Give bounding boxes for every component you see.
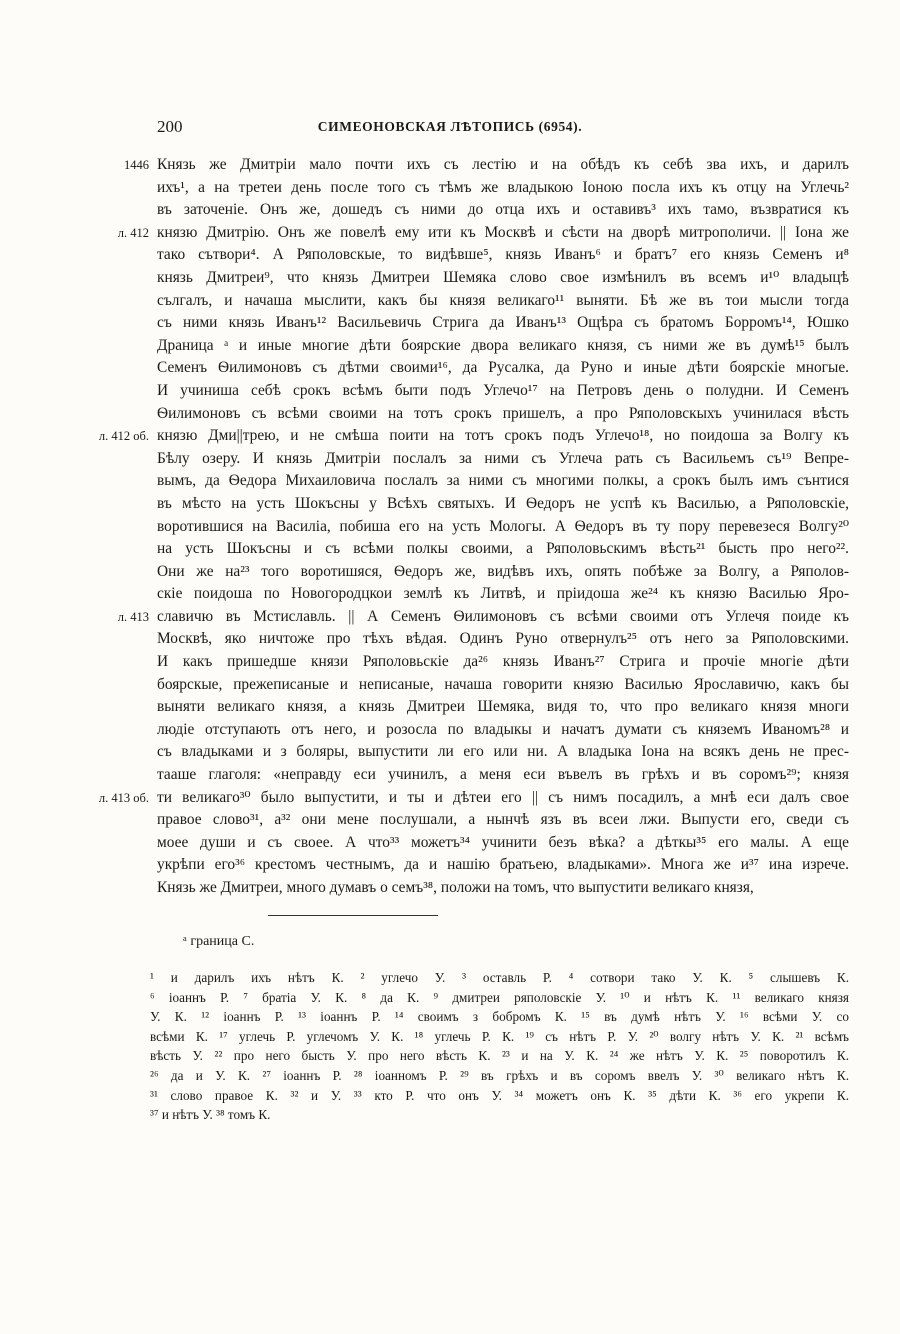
- line-text: Они же на²³ того воротишяся, Ѳедоръ же, видѣвъ ихъ, опять побѣже за Волгу, а Ряполов-: [157, 562, 849, 580]
- chronicle-text: [98, 154, 849, 900]
- line-text: тако сътвори⁴. А Ряполовскые, то видѣвше⁵, князь Иванъ⁶ и братъ⁷ его князь Семенъ и⁸: [157, 246, 849, 264]
- text-line: [157, 267, 849, 290]
- margin-note: л. 413 об.: [98, 790, 149, 805]
- variant-line: У. К. ¹² iоаннъ Р. ¹³ iоаннъ Р. ¹⁴ своимъ з бобромъ К. ¹⁵ въ думѣ нѣтъ У. ¹⁶ всѣми У. со: [150, 1009, 849, 1025]
- text-line: [157, 312, 849, 335]
- line-text: въ мѣсто на усть Шокъсны у Всѣхъ святыхъ. И Ѳедоръ не успѣ къ Василью, а Ряполовскiе,: [157, 494, 849, 512]
- line-text: сългалъ, и начаша мыслити, какъ бы князя великаго¹¹ выняти. Бѣ же въ тои мысли тогда: [157, 291, 849, 309]
- line-text: съ ними князь Иванъ¹² Васильевичь Стрига да Иванъ¹³ Ощѣра съ братомъ Борромъ¹⁴, Юшко: [157, 314, 849, 332]
- variant-line: ⁶ iоаннъ Р. ⁷ братiа У. К. ⁸ да К. ⁹ дмитреи ряполовскiе У. ¹⁰ и нѣтъ К. ¹¹ великаго князя: [150, 989, 849, 1005]
- margin-note: л. 412 об.: [98, 429, 149, 444]
- line-text: Москвѣ, яко ничтоже про тѣхъ вѣдая. Одинъ Руно отвернулъ²⁵ отъ него за Ряполовскими.: [157, 630, 849, 648]
- line-text: И учиниша себѣ срокъ всѣмъ быти подъ Углечо¹⁷ на Петровъ день о полудни. И Семенъ: [157, 381, 849, 399]
- text-line: [98, 425, 849, 448]
- line-text: боярскые, прежеписаные и неписаные, начаша говорити князю Василью Ярославичю, какъ бы: [157, 675, 849, 693]
- line-text: моее души и съ своее. А что³³ можетъ³⁴ учинити безъ вѣка? а дѣткы³⁵ его малы. А еще: [157, 833, 849, 851]
- text-line: [157, 809, 849, 832]
- line-text: Ѳилимоновъ съ всѣми своими на тотъ срокъ пришелъ, а про Ряполовскыхъ учинилася вѣсть: [157, 404, 849, 422]
- text-line: [157, 877, 849, 900]
- text-line: [157, 516, 849, 539]
- text-line: [117, 606, 849, 629]
- line-text: ихъ¹, а на третеи день после того съ тѣмъ же владыкою Iоною посла ихъ къ отцу на Углечь²: [157, 178, 849, 196]
- footnote-divider: [268, 915, 438, 916]
- text-line: [157, 854, 849, 877]
- line-text: съ владыками и з боляры, выпустити ли его или ни. А владыка Iона на всякъ день не прес-: [157, 743, 849, 761]
- line-text: вымъ, да Ѳедора Михаиловича послалъ за ними съ многими полкы, а срокъ былъ имъ сънтися: [157, 472, 849, 490]
- text-line: [157, 493, 849, 516]
- line-text: людiе отступають отъ него, и розосла по владыкы и начатъ думати съ княземъ Иваномъ²⁸ и: [157, 720, 849, 738]
- page-number: 200: [157, 117, 183, 136]
- margin-note: л. 412: [117, 225, 149, 240]
- line-text: Князь же Дмитрiи мало почти ихъ съ лестiю и на обѣдъ къ себѣ зва ихъ, и дарилъ: [157, 156, 849, 173]
- text-line: [157, 290, 849, 313]
- text-line: [157, 764, 849, 787]
- text-line: [157, 741, 849, 764]
- variant-line: ³¹ слово правое К. ³² и У. ³³ кто Р. что онъ У. ³⁴ можетъ онъ К. ³⁵ дѣти К. ³⁶ его укрепи К.: [150, 1087, 849, 1103]
- variant-line: всѣми К. ¹⁷ углечь Р. углечомъ У. К. ¹⁸ углечь Р. К. ¹⁹ съ нѣтъ Р. У. ²⁰ волгу нѣтъ У. К. ²¹ всѣмъ: [150, 1028, 849, 1044]
- text-line: [98, 787, 849, 810]
- text-line: [157, 448, 849, 471]
- footnote-letter: ᵃ граница С.: [183, 934, 255, 949]
- text-line: [157, 628, 849, 651]
- line-text: укрѣпи его³⁶ крестомъ честнымъ, да и нашiю братьею, владыками». Многа же и³⁷ ина изрече.: [157, 856, 849, 874]
- line-text: князю Дми||трею, и не смѣша поити на тотъ срокъ подъ Углечо¹⁸, но поидоша за Волгу къ: [157, 427, 849, 445]
- text-line: [157, 674, 849, 697]
- text-line: [157, 470, 849, 493]
- variant-line: вѣсть У. ²² про него бысть У. про него вѣсть К. ²³ и на У. К. ²⁴ же нѣтъ У. К. ²⁵ поворотилъ К.: [150, 1048, 849, 1064]
- text-line: [157, 199, 849, 222]
- line-text: воротившися на Василiа, побиша его на усть Мологы. А Ѳедоръ въ ту пору перевезеся Волгу²⁰: [157, 517, 849, 535]
- line-text: славичю въ Мстиславль. || А Семенъ Ѳилимоновъ съ всѣми своими отъ Углечя поиде къ: [157, 607, 849, 625]
- line-text: И какъ пришедше князи Ряполовьскiе да²⁶ князь Иванъ²⁷ Стрига и прочiе многiе дѣти: [157, 653, 849, 671]
- text-line: [157, 832, 849, 855]
- text-line: [157, 244, 849, 267]
- text-line: [157, 719, 849, 742]
- text-line: [157, 357, 849, 380]
- text-line: [117, 222, 849, 245]
- margin-note: 1446: [124, 158, 149, 172]
- line-text: тааше глаголя: «неправду еси учинилъ, а меня еси въвелъ въ грѣхъ и въ соромъ²⁹; князя: [157, 766, 849, 784]
- line-text: скiе поидоша по Новогородцкои землѣ къ Литвѣ, и прiидоша же²⁴ къ князю Василью Яро-: [157, 585, 849, 603]
- text-line: [157, 177, 849, 200]
- line-text: Драница ᵃ и иные многие дѣти боярские двора великаго князя, съ ними же въ думѣ¹⁵ былъ: [157, 336, 849, 354]
- text-line: [157, 561, 849, 584]
- text-line: [157, 538, 849, 561]
- line-text: выняти великаго князя, а князь Дмитреи Шемяка, видя то, что про великаго князя многи: [157, 698, 849, 716]
- text-line: [157, 651, 849, 674]
- variant-line: ³⁷ и нѣтъ У. ³⁸ томъ К.: [150, 1107, 271, 1123]
- line-text: ти великаго³⁰ было выпустити, и ты и дѣтеи его || съ нимъ посадилъ, а мнѣ еси далъ свое: [157, 788, 849, 806]
- text-line: [124, 154, 849, 177]
- variant-line: ¹ и дарилъ ихъ нѣтъ К. ² углечо У. ³ оставль Р. ⁴ сотвори тако У. К. ⁵ слышевъ К.: [150, 970, 849, 985]
- variant-readings: [150, 968, 849, 1125]
- text-line: [157, 696, 849, 719]
- line-text: на усть Шокъсны и съ всѣми полкы своими, а Ряполовьскимъ вѣсть²¹ бысть про него²².: [157, 540, 849, 558]
- running-title: СИМЕОНОВСКАЯ ЛѢТОПИСЬ (6954).: [317, 119, 583, 134]
- text-line: [157, 380, 849, 403]
- variant-line: ²⁶ да и У. К. ²⁷ iоаннъ Р. ²⁸ iоанномъ Р. ²⁹ въ грѣхъ и въ соромъ ввелъ У. ³⁰ великаго нѣтъ К.: [150, 1067, 849, 1083]
- line-text: въ заточенiе. Онъ же, дошедъ съ ними до отца ихъ и оставивъ³ ихъ тамо, възвратися къ: [157, 201, 849, 219]
- line-text: правое слово³¹, а³² они мене послушали, а нынчѣ язъ въ всеи лжи. Выпусти его, сведи съ: [157, 811, 849, 829]
- line-text: Князь же Дмитреи, много думавъ о семъ³⁸, положи на томъ, что выпустити великаго князя,: [157, 879, 754, 896]
- text-line: [157, 583, 849, 606]
- line-text: Семенъ Ѳилимоновъ съ дѣтми своими¹⁶, да Русалка, да Руно и иные дѣти боярскiе многые.: [157, 359, 849, 377]
- text-line: [157, 335, 849, 358]
- margin-note: л. 413: [117, 609, 149, 624]
- line-text: князь Дмитреи⁹, что князь Дмитреи Шемяка слово свое измѣнилъ въ всемъ и¹⁰ владыцѣ: [157, 268, 849, 286]
- line-text: князю Дмитрiю. Онъ же повелѣ ему ити къ Москвѣ и сѣсти на дворѣ митрополичи. || Iона же: [157, 223, 849, 241]
- text-line: [157, 403, 849, 426]
- line-text: Бѣлу озеру. И князь Дмитрiи послалъ за ними съ Углеча рать съ Васильемъ съ¹⁹ Вепре-: [157, 449, 849, 467]
